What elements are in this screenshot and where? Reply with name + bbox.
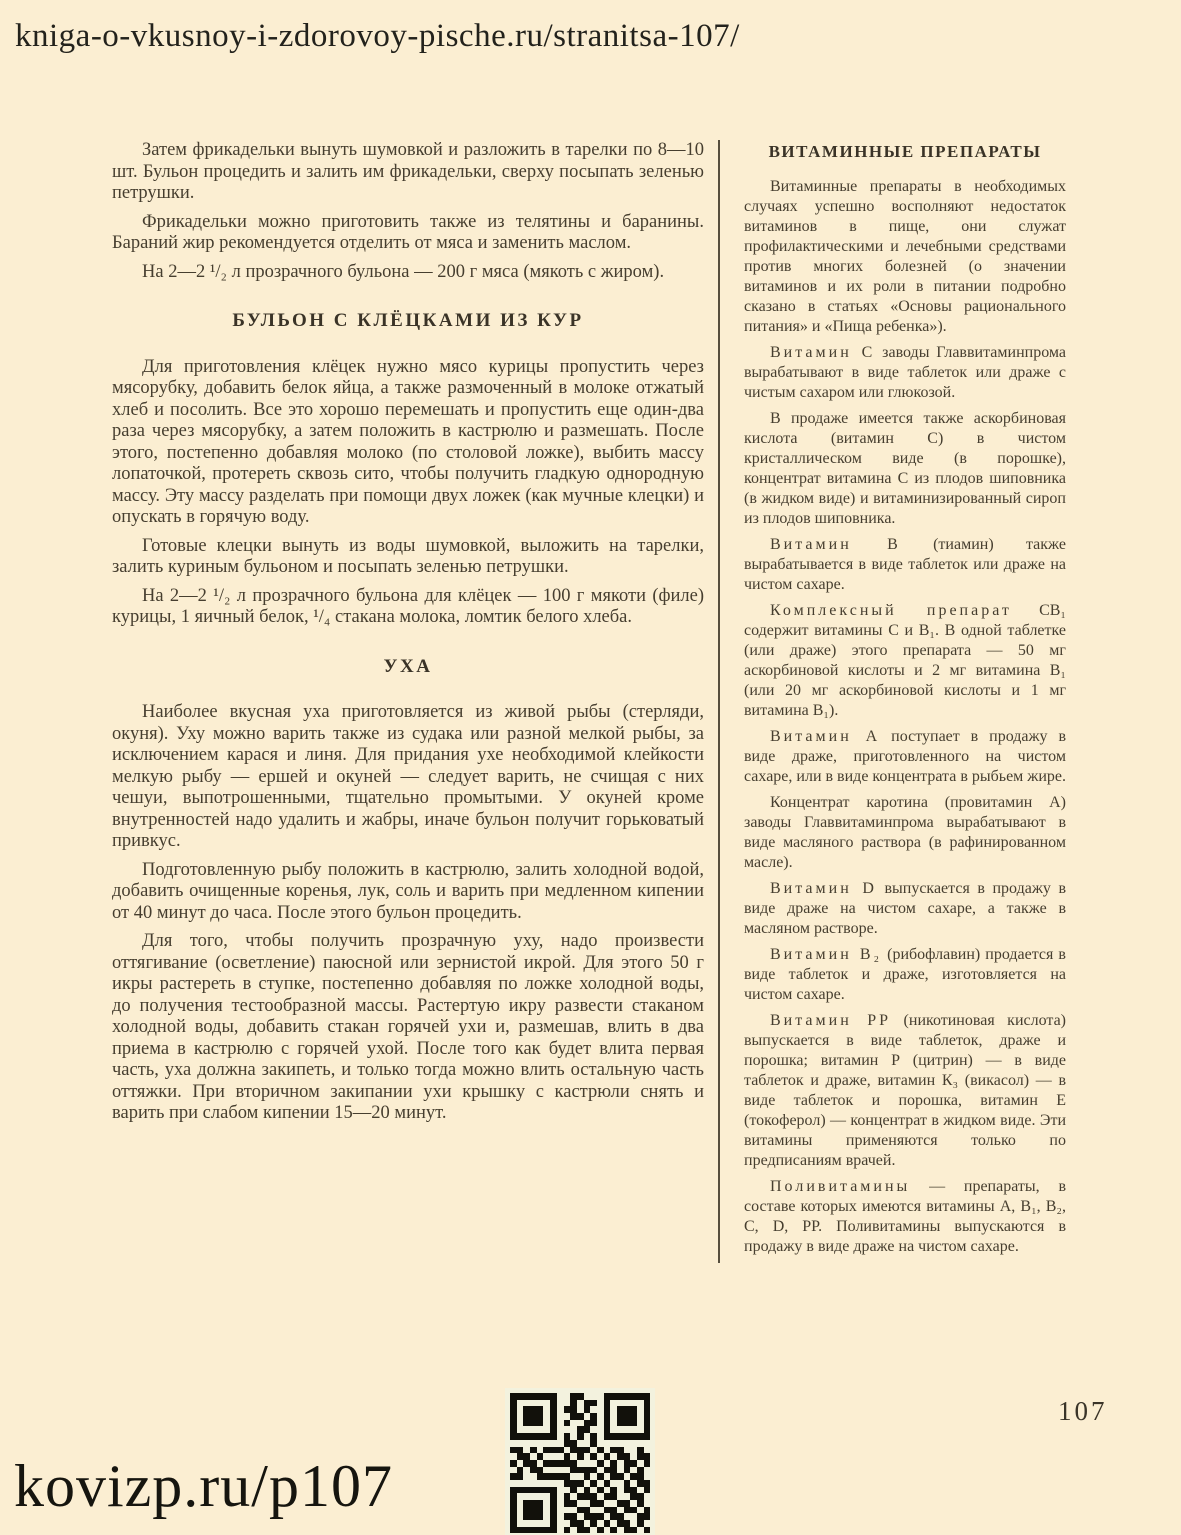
paragraph-text: В продаже имеется также аскорбиновая кислота (витамин С) в чистом кристаллическом виде (в порошке), концентрат витамина С из плодов шиповника (в жидком виде) и витаминизированный сироп из плодов шиповника.: [744, 410, 1066, 527]
paragraph-text: Витаминные препараты в необходимых случаях успешно восполняют недостаток витаминов в пище, они служат профилактическими и лечебными средствами против многих болезней (о значении витаминов и их роли в питании подробно сказано в статьях «Основы рационального питания» и «Пища ребенка»).: [744, 178, 1066, 335]
column-divider: [718, 140, 720, 1263]
paragraph-text: — препараты, в составе которых имеются витамины А, В₁, В₂, С, D, РР. Поливитамины выпускаются в продажу в виде драже на чистом сахаре.: [744, 1178, 1066, 1255]
paragraph-lead: Витамин А: [770, 728, 881, 745]
paragraph-lead: Витамин В₂: [770, 946, 883, 963]
paragraph-lead: Витамин РР: [770, 1012, 892, 1029]
paragraph: [744, 945, 1066, 1005]
paragraph-text: (рибофлавин) продается в виде таблеток и драже, изготовляется на чистом сахаре.: [744, 946, 1066, 1003]
paragraph: [744, 177, 1066, 337]
page-content: [0, 140, 1181, 1263]
paragraph: [744, 1177, 1066, 1257]
paragraph: Для того, чтобы получить прозрачную уху, надо произвести оттягивание (осветление) паюсной или зернистой икрой. Для этого 50 г икры растереть в ступке, постепенно добавляя по ложке холодной воды, до получения тестообразной массы. Растертую икру развести стаканом холодной воды, добавить стакан горячей ухи и, размешав, влить в два приема в кастрюлю с горячей ухой. После того как будет влита первая часть, уха должна закипеть, и только тогда можно влить остальную часть оттяжки. При вторичном закипании ухи крышку с кастрюли снять и варить при слабом кипении 15—20 минут.: [112, 931, 704, 1123]
paragraph-text: (никотиновая кислота) выпускается в виде таблеток, драже и порошка; витамин Р (цитрин) — в виде таблеток и драже, витамин К₃ (викасол) — в виде таблеток и порошка, витамин Е (токоферол) — концентрат в жидком виде. Эти витамины применяются только по предписаниям врачей.: [744, 1012, 1066, 1169]
qr-code-grid: [510, 1393, 650, 1533]
paragraph: [744, 343, 1066, 403]
paragraph: [744, 409, 1066, 529]
paragraph: Для приготовления клёцек нужно мясо курицы пропустить через мясорубку, добавить белок яйца, а также размоченный в молоке отжатый хлеб и посолить. Все это хорошо перемешать и пропустить еще один-два раза через мясорубку, а затем положить в кастрюлю и размешать. После этого, постепенно добавляя молоко (по столовой ложке), выбить массу лопаточкой, протереть сквозь сито, чтобы получить гладкую однородную массу. Эту массу разделать при помощи двух ложек (как мучные клецки) и опускать в горячую воду.: [112, 356, 704, 527]
paragraph: Фрикадельки можно приготовить также из телятины и баранины. Бараний жир рекомендуется отделить от мяса и заменить маслом.: [112, 211, 704, 253]
section-heading-ukha: УХА: [383, 655, 433, 677]
paragraph: [744, 727, 1066, 787]
source-url: kniga-o-vkusnoy-i-zdorovoy-pische.ru/stranitsa-107/: [15, 18, 740, 54]
paragraph: Готовые клецки вынуть из воды шумовкой, выложить на тарелки, залить куриным бульоном и посыпать зеленью петрушки.: [112, 535, 704, 577]
paragraph-lead: Комплексный препарат: [770, 602, 1012, 619]
section-heading-bouillon: БУЛЬОН С КЛЁЦКАМИ ИЗ КУР: [232, 310, 584, 331]
paragraph-text: выпускается в продажу в виде драже на чистом сахаре, а также в масляном растворе.: [744, 880, 1066, 937]
left-column: [112, 140, 704, 1263]
paragraph-lead: Витамин С: [770, 344, 876, 361]
recipe-yield-note: На 2—2 ¹/₂ л прозрачного бульона — 200 г мяса (мякоть с жиром).: [142, 261, 665, 282]
page-number: 107: [1058, 1396, 1108, 1426]
paragraph: Подготовленную рыбу положить в кастрюлю, залить холодной водой, добавить очищенные коренья, лук, соль и варить при медленном кипении от 40 минут до часа. После этого бульон процедить.: [112, 859, 704, 923]
qr-code: [505, 1388, 655, 1535]
paragraph-lead: Витамин D: [770, 880, 877, 897]
paragraph-lead: Витамин В: [770, 536, 901, 553]
paragraph: [744, 879, 1066, 939]
paragraph-text: поступает в продажу в виде драже, приготовленного на чистом сахаре, или в виде концентрата в рыбьем жире.: [744, 728, 1067, 785]
paragraph: Наиболее вкусная уха приготовляется из живой рыбы (стерляди, окуня). Уху можно варить также из судака или разной мелкой рыбы, за исключением карася и линя. Для придания ухе необходимой клейкости мелкую рыбу — ершей и окуней — следует варить, не счищая с них чешуи, выпотрошенными, тщательно промытыми. У окуней кроме внутренностей надо удалить и жабры, иначе бульон получит горьковатый привкус.: [112, 702, 704, 851]
paragraph: [744, 535, 1066, 595]
paragraph: [744, 1011, 1066, 1171]
paragraph-text: заводы Главвитаминпрома вырабатывают в виде таблеток или драже с чистым сахаром или глюкозой.: [744, 344, 1066, 401]
right-column: [744, 140, 1066, 1263]
paragraph-lead: Поливитамины: [770, 1178, 911, 1195]
footer-short-url: kovizp.ru/p107: [14, 1453, 393, 1519]
paragraph-text: СВ₁ содержит витамины С и В₁. В одной таблетке (или драже) этого препарата — 50 мг аскорбиновой кислоты и 2 мг витамина В₁ (или 20 мг аскорбиновой кислоты и 1 мг витамина В₁).: [744, 602, 1066, 719]
paragraph: [744, 601, 1066, 721]
recipe-yield-note: На 2—2 ¹/₂ л прозрачного бульона для клёцек — 100 г мякоти (филе) курицы, 1 яичный белок, ¹/₄ стакана молока, ломтик белого хлеба.: [112, 585, 704, 627]
section-heading-vitamins: ВИТАМИННЫЕ ПРЕПАРАТЫ: [768, 142, 1042, 161]
paragraph: [744, 793, 1066, 873]
paragraph: Затем фрикадельки вынуть шумовкой и разложить в тарелки по 8—10 шт. Бульон процедить и залить им фрикадельки, сверху посыпать зеленью петрушки.: [112, 140, 704, 203]
paragraph-text: Концентрат каротина (провитамин А) заводы Главвитаминпрома вырабатывают в виде масляного раствора (в рафинированном масле).: [744, 794, 1066, 871]
paragraph-text: (тиамин) также вырабатывается в виде таблеток или драже на чистом сахаре.: [744, 536, 1066, 593]
